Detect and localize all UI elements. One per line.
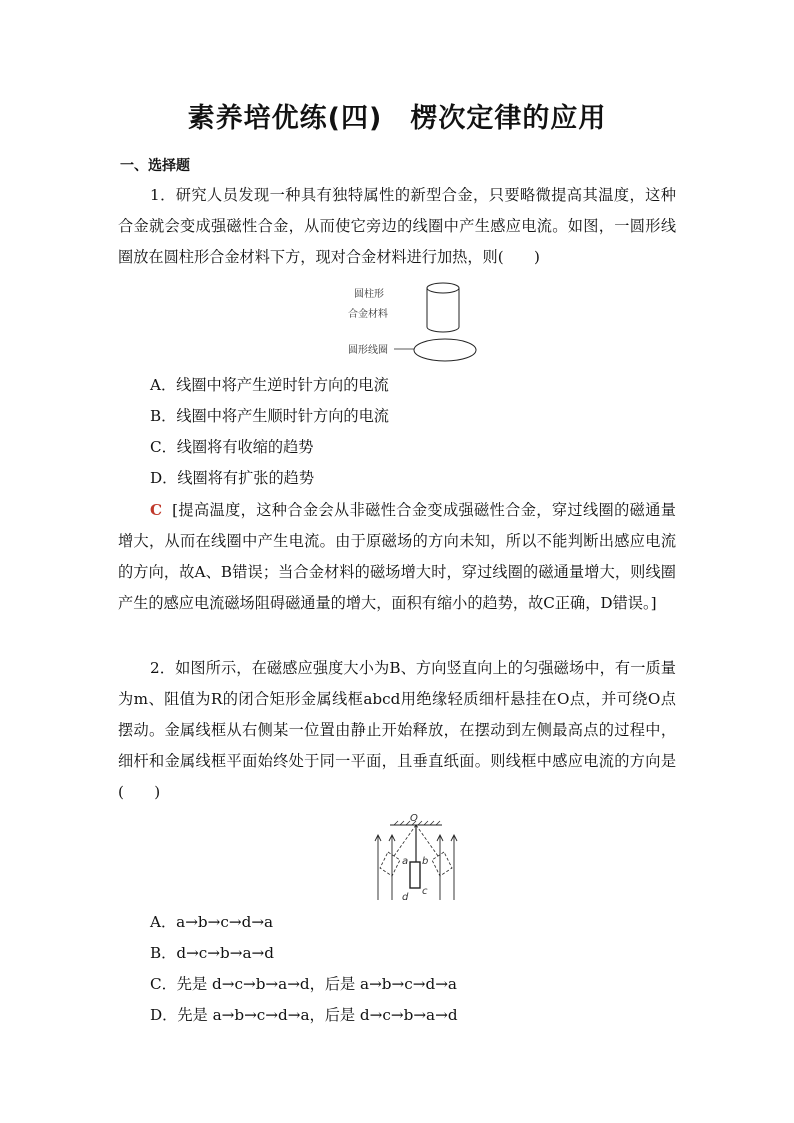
label-cylinder: 圆柱形: [354, 289, 384, 300]
label-alloy: 合金材料: [348, 309, 388, 320]
section-heading: 一、选择题: [120, 158, 190, 174]
q2-option-b: B．d→c→b→a→d: [150, 944, 274, 962]
q1-option-d: D．线圈将有扩张的趋势: [150, 469, 315, 487]
label-b: b: [422, 856, 429, 867]
page-title: 素养培优练(四) 楞次定律的应用: [187, 103, 607, 134]
pendulum-frame-figure: [366, 812, 468, 904]
q2-option-a: A．a→b→c→d→a: [150, 913, 274, 931]
label-d: d: [402, 892, 409, 903]
q1-option-a: A．线圈中将产生逆时针方向的电流: [150, 376, 389, 394]
label-o: O: [410, 813, 418, 824]
q1-option-c: C．线圈将有收缩的趋势: [150, 438, 314, 456]
label-coil: 圆形线圈: [348, 345, 388, 356]
label-c: c: [422, 886, 428, 897]
question-1-explanation: [118, 495, 676, 619]
question-2-stem: 2．如图所示，在磁感应强度大小为B、方向竖直向上的匀强磁场中，有一质量为m、阻值为R的闭合矩形金属线框abcd用绝缘轻质细杆悬挂在O点，并可绕O点摆动。金属线框从右侧某一位置由静止开始释放，在摆动到左侧最高点的过程中，细杆和金属线框平面始终处于同一平面，且垂直纸面。则线框中感应电流的方向是( ): [118, 659, 676, 801]
q2-option-c: C．先是 d→c→b→a→d，后是 a→b→c→d→a: [150, 975, 457, 993]
q2-option-d: D．先是 a→b→c→d→a，后是 d→c→b→a→d: [150, 1006, 458, 1024]
q1-option-b: B．线圈中将产生顺时针方向的电流: [150, 407, 389, 425]
label-a: a: [402, 856, 409, 867]
alloy-coil-figure: [340, 280, 485, 365]
question-1-stem: 1．研究人员发现一种具有独特属性的新型合金，只要略微提高其温度，这种合金就会变成强磁性合金，从而使它旁边的线圈中产生感应电流。如图，一圆形线圈放在圆柱形合金材料下方，现对合金材料进行加热，则( ): [118, 186, 676, 266]
explanation-text: [提高温度，这种合金会从非磁性合金变成强磁性合金，穿过线圈的磁通量增大，从而在线圈中产生电流。由于原磁场的方向未知，所以不能判断出感应电流的方向，故A、B错误；当合金材料的磁场增大时，穿过线圈的磁通量增大，则线圈产生的感应电流磁场阻碍磁通量的增大，面积有缩小的趋势，故C正确，D错误。]: [118, 501, 676, 612]
answer-letter: C: [150, 501, 163, 519]
